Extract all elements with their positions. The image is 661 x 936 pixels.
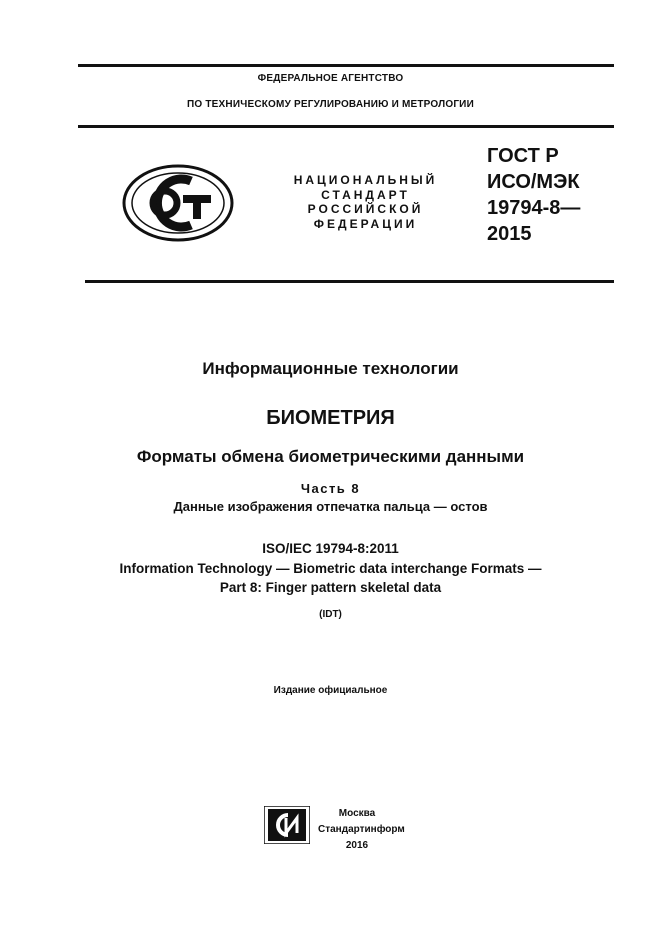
title-block-rule: [85, 280, 614, 283]
title-main: БИОМЕТРИЯ: [266, 407, 395, 429]
title-group: Информационные технологии: [202, 359, 459, 378]
designation-line-3: 19794-8—: [487, 197, 581, 219]
designation-line-4: 2015: [487, 223, 532, 245]
international-title-line-1: Information Technology — Biometric data interchange Formats —: [119, 561, 542, 576]
title-sub: Форматы обмена биометрическими данными: [136, 447, 525, 466]
national-standard-line-1: НАЦИОНАЛЬНЫЙ: [293, 173, 438, 187]
publication-year: 2016: [345, 840, 369, 851]
top-rule: [78, 64, 614, 67]
standard-designation: [487, 143, 580, 247]
equivalence-degree: (IDT): [319, 609, 342, 620]
publisher-block: [318, 806, 405, 854]
national-standard-line-2: СТАНДАРТ: [321, 187, 410, 202]
title-part-name: Данные изображения отпечатка пальца — остов: [173, 499, 488, 514]
designation-line-2: ИСО/МЭК: [487, 171, 580, 193]
header-rule: [78, 125, 614, 128]
international-title-line-2: Part 8: Finger pattern skeletal data: [219, 580, 442, 595]
national-standard-title: [268, 173, 463, 231]
publisher-name: Стандартинформ: [318, 824, 405, 835]
international-reference: ISO/IEC 19794-8:2011: [262, 541, 399, 556]
agency-line-2: ПО ТЕХНИЧЕСКОМУ РЕГУЛИРОВАНИЮ И МЕТРОЛОГИИ: [187, 99, 474, 110]
standartinform-logo-icon: [264, 806, 310, 844]
agency-line-1: ФЕДЕРАЛЬНОЕ АГЕНТСТВО: [257, 73, 404, 84]
title-part: Часть 8: [300, 481, 361, 496]
edition-label: Издание официальное: [273, 685, 388, 696]
publisher-city: Москва: [338, 808, 376, 819]
national-standard-line-4: ФЕДЕРАЦИИ: [313, 216, 418, 231]
designation-line-1: ГОСТ Р: [487, 145, 559, 167]
national-standard-line-3: РОССИЙСКОЙ: [307, 202, 424, 216]
rst-emblem-icon: [121, 163, 235, 243]
